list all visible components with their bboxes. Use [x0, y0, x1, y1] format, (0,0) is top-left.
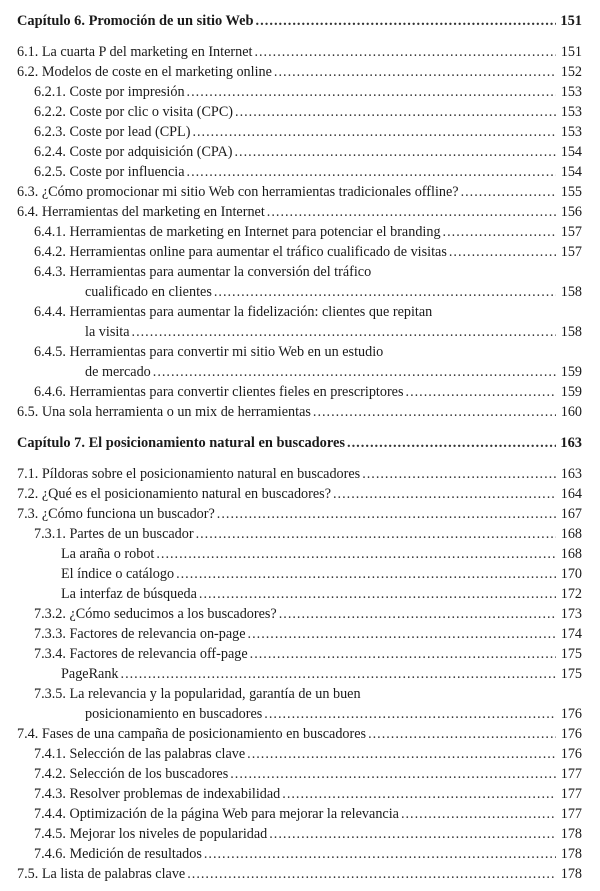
- toc-entry[interactable]: [17, 142, 582, 162]
- toc-entry[interactable]: [17, 604, 582, 624]
- dot-leader: [248, 624, 556, 644]
- page-number: 174: [560, 626, 582, 642]
- dot-leader: [204, 844, 556, 864]
- page-number: 176: [560, 746, 582, 762]
- toc-entry[interactable]: [17, 382, 582, 402]
- dot-leader: [282, 784, 556, 804]
- page-number: 152: [560, 64, 582, 80]
- toc-entry[interactable]: [17, 544, 582, 564]
- toc-entry-label: 7.4.3. Resolver problemas de indexabilidad: [34, 786, 281, 802]
- page-number: 155: [560, 184, 582, 200]
- toc-entry[interactable]: [17, 764, 582, 784]
- page-number: 178: [560, 826, 582, 842]
- toc-entry-label: 7.1. Píldoras sobre el posicionamiento natural en buscadores: [17, 466, 361, 482]
- toc-entry-label: 7.4.1. Selección de las palabras clave: [34, 746, 246, 762]
- toc-entry[interactable]: [17, 222, 582, 242]
- toc-entry[interactable]: [17, 202, 582, 222]
- page-number: 163: [560, 435, 582, 451]
- toc-entry-label: 6.4. Herramientas del marketing en Internet: [17, 204, 265, 220]
- page-number: 154: [560, 144, 582, 160]
- toc-entry-label: 7.3.4. Factores de relevancia off-page: [34, 646, 248, 662]
- dot-leader: [347, 433, 556, 453]
- dot-leader: [443, 222, 556, 242]
- toc-entry-label-continuation: cualificado en clientes: [85, 284, 212, 300]
- toc-entry-label-continuation: de mercado: [85, 364, 151, 380]
- toc-entry-label: 6.1. La cuarta P del marketing en Internet: [17, 44, 253, 60]
- toc-entry[interactable]: [17, 844, 582, 864]
- toc-entry[interactable]: [17, 804, 582, 824]
- toc-entry-label: 6.4.4. Herramientas para aumentar la fidelización: clientes que repitan: [34, 304, 433, 320]
- toc-entry[interactable]: [17, 402, 582, 422]
- dot-leader: [121, 664, 556, 684]
- page-number: 157: [560, 224, 582, 240]
- toc-chapter-heading[interactable]: [17, 11, 582, 31]
- dot-leader: [269, 824, 556, 844]
- page-number: 151: [560, 44, 582, 60]
- dot-leader: [267, 202, 556, 222]
- page-number: 163: [560, 466, 582, 482]
- toc-entry-label: 6.2. Modelos de coste en el marketing online: [17, 64, 272, 80]
- toc-entry[interactable]: [17, 242, 582, 262]
- toc-entry[interactable]: [17, 684, 582, 724]
- page-number: 157: [560, 244, 582, 260]
- toc-entry-label: La interfaz de búsqueda: [61, 586, 197, 602]
- dot-leader: [196, 524, 556, 544]
- dot-leader: [214, 282, 556, 302]
- toc-entry-label: 6.4.6. Herramientas para convertir clientes fieles en prescriptores: [34, 384, 404, 400]
- toc-entry-label: La araña o robot: [61, 546, 155, 562]
- dot-leader: [256, 11, 556, 31]
- page-number: 159: [560, 364, 582, 380]
- dot-leader: [406, 382, 556, 402]
- page-number: 177: [560, 786, 582, 802]
- page-number: 170: [560, 566, 582, 582]
- toc-entry[interactable]: [17, 784, 582, 804]
- toc-entry[interactable]: [17, 824, 582, 844]
- dot-leader: [274, 62, 556, 82]
- toc-entry-label: 6.2.3. Coste por lead (CPL): [34, 124, 191, 140]
- chapter-title: Capítulo 7. El posicionamiento natural en buscadores: [17, 435, 345, 451]
- toc-entry[interactable]: [17, 624, 582, 644]
- toc-entry-label: 6.4.5. Herramientas para convertir mi sitio Web en un estudio: [34, 344, 384, 360]
- toc-entry-label: 7.4.2. Selección de los buscadores: [34, 766, 229, 782]
- toc-entry-label: 6.2.4. Coste por adquisición (CPA): [34, 144, 233, 160]
- page-number: 177: [560, 806, 582, 822]
- toc-entry-label: 7.3.2. ¿Cómo seducimos a los buscadores?: [34, 606, 277, 622]
- dot-leader: [230, 764, 556, 784]
- toc-entry[interactable]: [17, 82, 582, 102]
- dot-leader: [176, 564, 556, 584]
- toc-chapter-heading[interactable]: [17, 433, 582, 453]
- page-number: 173: [560, 606, 582, 622]
- page-number: 158: [560, 284, 582, 300]
- dot-leader: [333, 484, 556, 504]
- dot-leader: [132, 322, 556, 342]
- toc-entry[interactable]: [17, 724, 582, 744]
- toc-entry-label: 6.3. ¿Cómo promocionar mi sitio Web con herramientas tradicionales offline?: [17, 184, 459, 200]
- toc-entry-label: 6.4.2. Herramientas online para aumentar el tráfico cualificado de visitas: [34, 244, 447, 260]
- dot-leader: [235, 102, 556, 122]
- toc-entry[interactable]: [17, 584, 582, 604]
- toc-entry[interactable]: [17, 102, 582, 122]
- dot-leader: [199, 584, 556, 604]
- toc-entry-label: 7.4.4. Optimización de la página Web para mejorar la relevancia: [34, 806, 399, 822]
- toc-entry-label-continuation: la visita: [85, 324, 130, 340]
- page-number: 153: [560, 104, 582, 120]
- toc-entry-label: 6.2.1. Coste por impresión: [34, 84, 185, 100]
- page-number: 160: [560, 404, 582, 420]
- page-number: 178: [560, 846, 582, 862]
- dot-leader: [247, 744, 556, 764]
- toc-entry[interactable]: [17, 504, 582, 524]
- dot-leader: [313, 402, 556, 422]
- toc-entry[interactable]: [17, 182, 582, 202]
- toc-entry[interactable]: [17, 744, 582, 764]
- page-number: 167: [560, 506, 582, 522]
- page-number: 154: [560, 164, 582, 180]
- toc-entry-label: 7.4. Fases de una campaña de posicionamiento en buscadores: [17, 726, 367, 742]
- dot-leader: [156, 544, 556, 564]
- toc-entry[interactable]: [17, 162, 582, 182]
- page-number: 156: [560, 204, 582, 220]
- toc-entry[interactable]: [17, 564, 582, 584]
- dot-leader: [368, 724, 556, 744]
- toc-entry-label: 7.5. La lista de palabras clave: [17, 866, 186, 882]
- page-number: 158: [560, 324, 582, 340]
- dot-leader: [250, 644, 556, 664]
- dot-leader: [235, 142, 557, 162]
- page-number: 159: [560, 384, 582, 400]
- page-number: 175: [560, 646, 582, 662]
- dot-leader: [153, 362, 556, 382]
- toc-entry-label: 7.2. ¿Qué es el posicionamiento natural en buscadores?: [17, 486, 331, 502]
- toc-entry[interactable]: [17, 342, 582, 382]
- page-number: 175: [560, 666, 582, 682]
- chapter-title: Capítulo 6. Promoción de un sitio Web: [17, 13, 254, 29]
- dot-leader: [401, 804, 556, 824]
- toc-entry-label: 6.2.2. Coste por clic o visita (CPC): [34, 104, 234, 120]
- toc-entry[interactable]: [17, 524, 582, 544]
- page-number: 177: [560, 766, 582, 782]
- dot-leader: [187, 162, 556, 182]
- page-number: 176: [560, 726, 582, 742]
- toc-entry[interactable]: [17, 664, 582, 684]
- page-number: 164: [560, 486, 582, 502]
- page-number: 176: [560, 706, 582, 722]
- toc-entry-label: 6.4.1. Herramientas de marketing en Internet para potenciar el branding: [34, 224, 441, 240]
- toc-entry-label: 7.4.6. Medición de resultados: [34, 846, 202, 862]
- page-number: 151: [560, 13, 582, 29]
- toc-entry-label: 7.4.5. Mejorar los niveles de popularidad: [34, 826, 268, 842]
- toc-entry[interactable]: [17, 864, 582, 884]
- toc-entry[interactable]: [17, 484, 582, 504]
- dot-leader: [192, 122, 556, 142]
- toc-entry-label: 7.3.3. Factores de relevancia on-page: [34, 626, 246, 642]
- toc-entry-label: PageRank: [61, 666, 119, 682]
- toc-entry-label: 6.4.3. Herramientas para aumentar la conversión del tráfico: [34, 264, 372, 280]
- page-number: 178: [560, 866, 582, 882]
- dot-leader: [279, 604, 556, 624]
- toc-entry[interactable]: [17, 464, 582, 484]
- toc-entry-label: 7.3. ¿Cómo funciona un buscador?: [17, 506, 215, 522]
- toc-entry[interactable]: [17, 302, 582, 342]
- dot-leader: [449, 242, 556, 262]
- page-number: 153: [560, 84, 582, 100]
- toc-entry[interactable]: [17, 122, 582, 142]
- page-number: 168: [560, 526, 582, 542]
- page-number: 172: [560, 586, 582, 602]
- toc-entry[interactable]: [17, 262, 582, 302]
- dot-leader: [254, 42, 556, 62]
- toc-entry[interactable]: [17, 62, 582, 82]
- toc-entry-label: El índice o catálogo: [61, 566, 175, 582]
- toc-entry-label: 7.3.5. La relevancia y la popularidad, garantía de un buen: [34, 686, 361, 702]
- toc-entry-label: 6.5. Una sola herramienta o un mix de herramientas: [17, 404, 311, 420]
- toc-entry[interactable]: [17, 42, 582, 62]
- dot-leader: [264, 704, 556, 724]
- dot-leader: [187, 82, 556, 102]
- toc-entry-label: 7.3.1. Partes de un buscador: [34, 526, 194, 542]
- dot-leader: [187, 864, 556, 884]
- toc-entry-label: 6.2.5. Coste por influencia: [34, 164, 185, 180]
- dot-leader: [461, 182, 556, 202]
- toc-entry[interactable]: [17, 644, 582, 664]
- dot-leader: [217, 504, 556, 524]
- page-number: 153: [560, 124, 582, 140]
- toc-entry-label-continuation: posicionamiento en buscadores: [85, 706, 263, 722]
- page-number: 168: [560, 546, 582, 562]
- dot-leader: [362, 464, 556, 484]
